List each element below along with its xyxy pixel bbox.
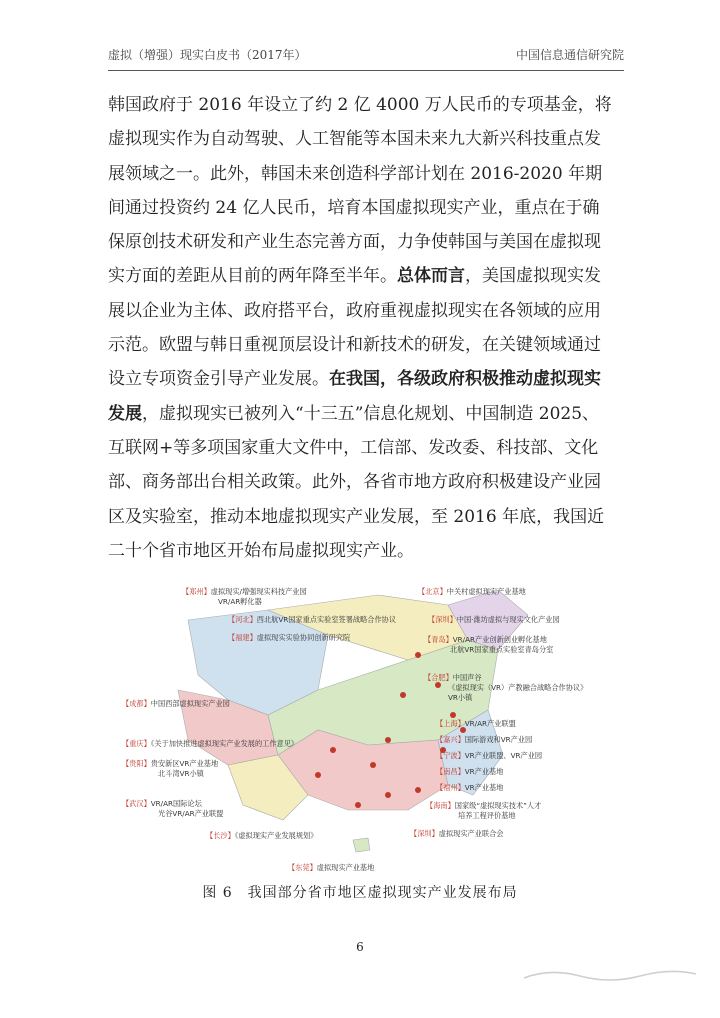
text-segment-1: 韩国政府于 2016 年设立了约 2 亿 4000 万人民币的专项基金，将虚拟现实作为自动驾驶、人工智能等本国未来九大新兴科技重点发展领域之一。此外，韩国未来创造科学部计划在 2016-2020 年期间通过投资约 24 亿人民币，培育本国虚拟现实产业，重点在于确保原创技术研发和产业生态完善方面，力争使韩国与美国在虚拟现实方面的差距从目前的两年降至半年。: [108, 95, 612, 287]
map-label: 北斗湾VR小镇: [158, 769, 204, 778]
city-marker: [385, 792, 391, 798]
map-label: 北航VR国家重点实验室青岛分室: [450, 645, 554, 654]
header-organization: 中国信息通信研究院: [515, 48, 624, 62]
city-marker: [400, 692, 406, 698]
city-marker: [450, 712, 456, 718]
city-marker: [330, 747, 336, 753]
city-marker: [435, 682, 441, 688]
map-label: 【嘉兴】国际游戏和VR产业园: [436, 735, 533, 744]
map-label: VR小镇: [448, 693, 473, 702]
map-label: 【武汉】VR/AR国际论坛: [122, 799, 202, 808]
map-label: 【河北】西北航VR国家重点实验室签署战略合作协议: [228, 615, 397, 624]
map-label: 【长沙】《虚拟现实产业发展规划》: [206, 831, 318, 840]
china-map: [118, 580, 596, 880]
map-label: 【福州】VR产业基地: [436, 783, 504, 792]
map-label: 【重庆】《关于加快推进虚拟现实产业发展的工作意见》: [122, 739, 299, 748]
map-label: 《虚拟现实（VR）产教融合战略合作协议》: [448, 683, 588, 692]
page-header: [108, 44, 624, 71]
map-label: 【东莞】虚拟现实产业基地: [288, 863, 375, 872]
bold-phrase-1: 总体而言: [397, 266, 465, 287]
map-label: 【南昌】VR产业基地: [436, 767, 504, 776]
watermark-logo: [520, 964, 700, 988]
map-label: 【贵阳】贵安新区VR产业基地: [122, 759, 219, 768]
body-paragraph: [108, 88, 616, 568]
city-marker: [355, 802, 361, 808]
bold-phrase-2: 在我国，各级政府积极推动虚拟现实发展: [108, 369, 601, 424]
map-region-hainan: [353, 838, 370, 852]
header-title: 虚拟（增强）现实白皮书（2017年）: [108, 48, 307, 62]
text-segment-2: ，美国虚拟现实发展以企业为主体、政府搭平台，政府重视虚拟现实在各领域的应用示范。欧盟与韩日重视顶层设计和新技术的研发，在关键领域通过设立专项资金引导产业发展。: [108, 266, 601, 390]
map-label: 【深圳】虚拟现实产业联合会: [410, 829, 504, 838]
map-label: 培养工程评价基地: [458, 811, 516, 820]
map-label: 【上海】VR/AR产业联盟: [436, 719, 516, 728]
map-label: 【宁波】VR产业联盟、VR产业园: [436, 751, 543, 760]
map-label: 【深圳】中国·潍坊虚拟与现实文化产业园: [428, 615, 560, 624]
map-label: 【青岛】VR/AR产业创新创业孵化基地: [424, 635, 547, 644]
map-label: 【成都】中国西部虚拟现实产业园: [122, 699, 230, 708]
map-label: 【福建】虚拟现实实验协同创新研究院: [228, 633, 351, 642]
china-vr-map-figure: [118, 580, 596, 880]
paragraph: [108, 88, 616, 568]
text-segment-3: ，虚拟现实已被列入“十三五”信息化规划、中国制造 2025、互联网+等多项国家重大文件中，工信部、发改委、科技部、文化部、商务部出台相关政策。此外，各省市地方政府积极建设产业园区及实验室，推动本地虚拟现实产业发展，至 2016 年底，我国近二十个省市地区开始布局虚拟现实产业。: [108, 403, 605, 561]
city-marker: [370, 762, 376, 768]
map-label: 【合肥】中国声谷: [424, 673, 482, 682]
map-label: 光谷VR/AR产业联盟: [158, 809, 224, 818]
map-label: VR/AR孵化器: [218, 597, 262, 606]
city-marker: [315, 772, 321, 778]
page-number: 6: [356, 940, 364, 954]
map-label: 【北京】中关村虚拟现实产业基地: [418, 587, 526, 596]
map-label: 【海南】国家级“虚拟现实技术”人才: [426, 801, 542, 810]
figure-caption: 图 6 我国部分省市地区虚拟现实产业发展布局: [202, 885, 518, 901]
city-marker: [415, 652, 421, 658]
map-label: 【郑州】虚拟现实/增强现实科技产业园: [182, 587, 307, 596]
city-marker: [415, 787, 421, 793]
city-marker: [385, 737, 391, 743]
